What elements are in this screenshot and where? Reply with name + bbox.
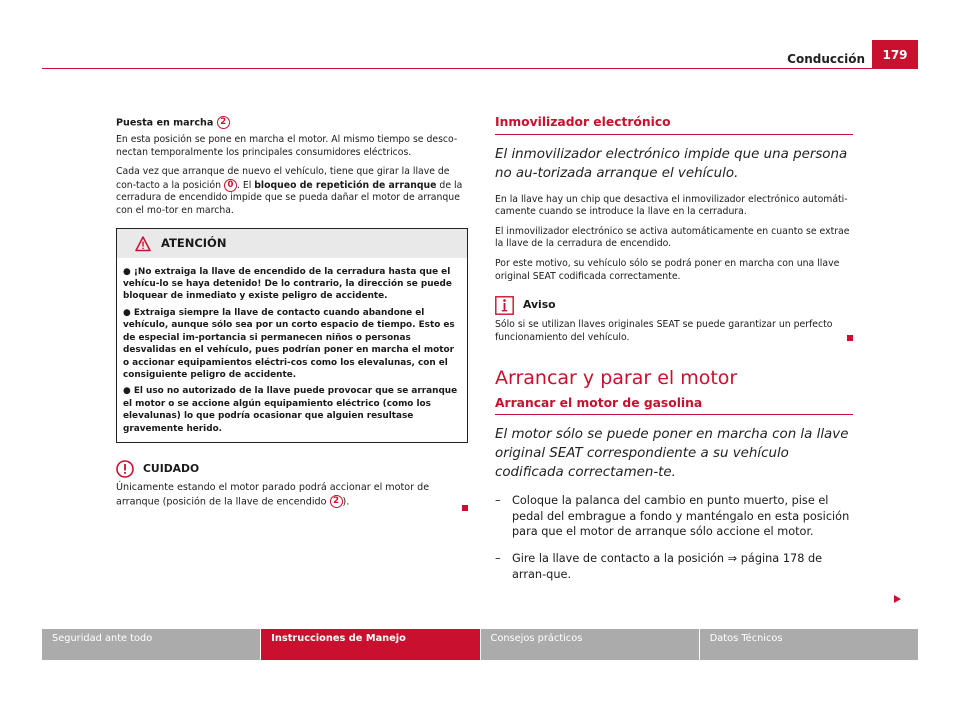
immo-lead: El inmovilizador electrónico impide que una persona no au-torizada arranque el vehículo.	[495, 146, 848, 181]
immo-paragraph: En la llave hay un chip que desactiva el inmovilizador electrónico automáti-camente cuando se introduce la llave en la cerradura.	[495, 193, 848, 218]
warning-header	[117, 229, 467, 258]
puesta-title: Puesta en marcha	[116, 117, 214, 129]
step-text: Coloque la palanca del cambio en punto muerto, pise el pedal del embrague a fondo y manténgalo en esta posición para que el motor de arranque sólo accione el motor.	[512, 494, 850, 539]
aviso-title: Aviso	[523, 298, 556, 312]
tab-datos[interactable]: Datos Técnicos	[700, 629, 918, 660]
restart-paragraph	[116, 166, 468, 217]
warning-box	[116, 228, 468, 443]
restart-bold: bloqueo de repetición de arranque	[254, 179, 437, 191]
cuidado-text-b: ).	[342, 496, 350, 508]
cuidado-text-a: Únicamente estando el motor parado podrá accionar el motor de arranque (posición de la llave de encendido	[116, 481, 430, 508]
tab-consejos[interactable]: Consejos prácticos	[481, 629, 699, 660]
warning-item: ● ¡No extraiga la llave de encendido de la cerradura hasta que el vehícu-lo se haya detenido! De lo contrario, la dirección se puede bloquear de inmediato y existe peligro de accidente.	[123, 266, 452, 302]
step-item: – Coloque la palanca del cambio en punto muerto, pise el pedal del embrague a fondo y manténgalo en esta posición para que el motor de arranque sólo accione el motor.	[495, 493, 853, 540]
warning-item-text: Extraiga siempre la llave de contacto cuando abandone el vehículo, aunque sólo sea por un corto espacio de tiempo. Esto es de especial im-portancia si permanecen niños o personas desvalidas en el vehículo, pues podrían poner en marcha el motor o accionar equipamientos eléctri-cos como los elevalunas, con el consiguiente peligro de accidente.	[123, 307, 455, 380]
warning-item: ● Extraiga siempre la llave de contacto cuando abandone el vehículo, aunque sólo sea por un corto espacio de tiempo. Esto es de especial im-portancia si permanecen niños o personas desvalidas en el vehículo, pues podrían poner en marcha el motor o accionar equipamientos eléctri-cos como los elevalunas, con el consiguiente peligro de accidente.	[123, 307, 455, 380]
cuidado-title: CUIDADO	[143, 461, 200, 475]
warning-item-text: ¡No extraiga la llave de encendido de la cerradura hasta que el vehícu-lo se haya detenido! De lo contrario, la dirección se puede bloquear de inmediato y existe peligro de accidente.	[123, 266, 452, 302]
puesta-heading	[116, 116, 468, 130]
warning-title: ATENCIÓN	[161, 235, 227, 250]
warning-icon	[135, 236, 151, 252]
continue-arrow-icon	[893, 594, 902, 604]
position-ref-0: 0	[224, 179, 237, 192]
position-ref-2b: 2	[330, 495, 343, 508]
immo-paragraph: Por este motivo, su vehículo sólo se podrá poner en marcha con una llave original SEAT codificada correctamente.	[495, 257, 840, 282]
tab-instrucciones[interactable]: Instrucciones de Manejo	[261, 629, 479, 660]
position-ref-2: 2	[217, 116, 230, 129]
note-icon	[495, 296, 514, 315]
left-column	[116, 116, 468, 515]
caution-icon	[116, 460, 134, 478]
page-number: 179	[872, 40, 918, 69]
immo-title: Inmovilizador electrónico	[495, 116, 853, 135]
header-rule	[42, 68, 918, 69]
step-text: Gire la llave de contacto a la posición ⇒ página 178 de arran-que.	[512, 551, 823, 581]
cuidado-header	[116, 460, 468, 478]
restart-text-b: . El	[236, 179, 252, 191]
warning-item-text: El uso no autorizado de la llave puede provocar que se arranque el motor o se accione algún equipamiento eléctrico (como los elevalunas) lo que podría ocasionar que alguien resultase gravemente herido.	[123, 386, 458, 434]
restart-text-c: de la cerradura de encendido impide que se pueda dañar el motor de arranque con el mo-tor en marcha.	[116, 179, 463, 217]
immo-paragraph: El inmovilizador electrónico se activa automáticamente en cuanto se extrae la llave de la cerradura de encendido.	[495, 225, 850, 250]
step-item: – Gire la llave de contacto a la posición ⇒ página 178 de arran-que.	[495, 551, 853, 582]
warning-item: ● El uso no autorizado de la llave puede provocar que se arranque el motor o se accione algún equipamiento eléctrico (como los elevalunas) lo que podría ocasionar que alguien resultase gravemente herido.	[123, 386, 458, 434]
section-big-title: Arrancar y parar el motor	[495, 366, 738, 389]
chapter-title: Conducción	[787, 52, 865, 66]
footer-nav	[42, 629, 918, 660]
gas-lead: El motor sólo se puede poner en marcha con la llave original SEAT correspondiente a su vehículo codificada correctamen-te.	[495, 427, 849, 481]
end-marker-icon	[462, 505, 468, 511]
gas-title: Arrancar el motor de gasolina	[495, 397, 853, 416]
restart-text-a: Cada vez que arranque de nuevo el vehículo, tiene que girar la llave de con-tacto a la posición	[116, 166, 450, 191]
aviso-text: Sólo si se utilizan llaves originales SEAT se puede garantizar un perfecto funcionamiento del vehículo.	[495, 319, 833, 343]
right-column	[495, 116, 853, 593]
tab-seguridad[interactable]: Seguridad ante todo	[42, 629, 260, 660]
warning-body	[117, 258, 467, 442]
aviso-header	[495, 296, 853, 315]
puesta-paragraph: En esta posición se pone en marcha el motor. Al mismo tiempo se desco-nectan temporalmente los principales consumidores eléctricos.	[116, 134, 458, 158]
end-marker-icon	[847, 335, 853, 341]
